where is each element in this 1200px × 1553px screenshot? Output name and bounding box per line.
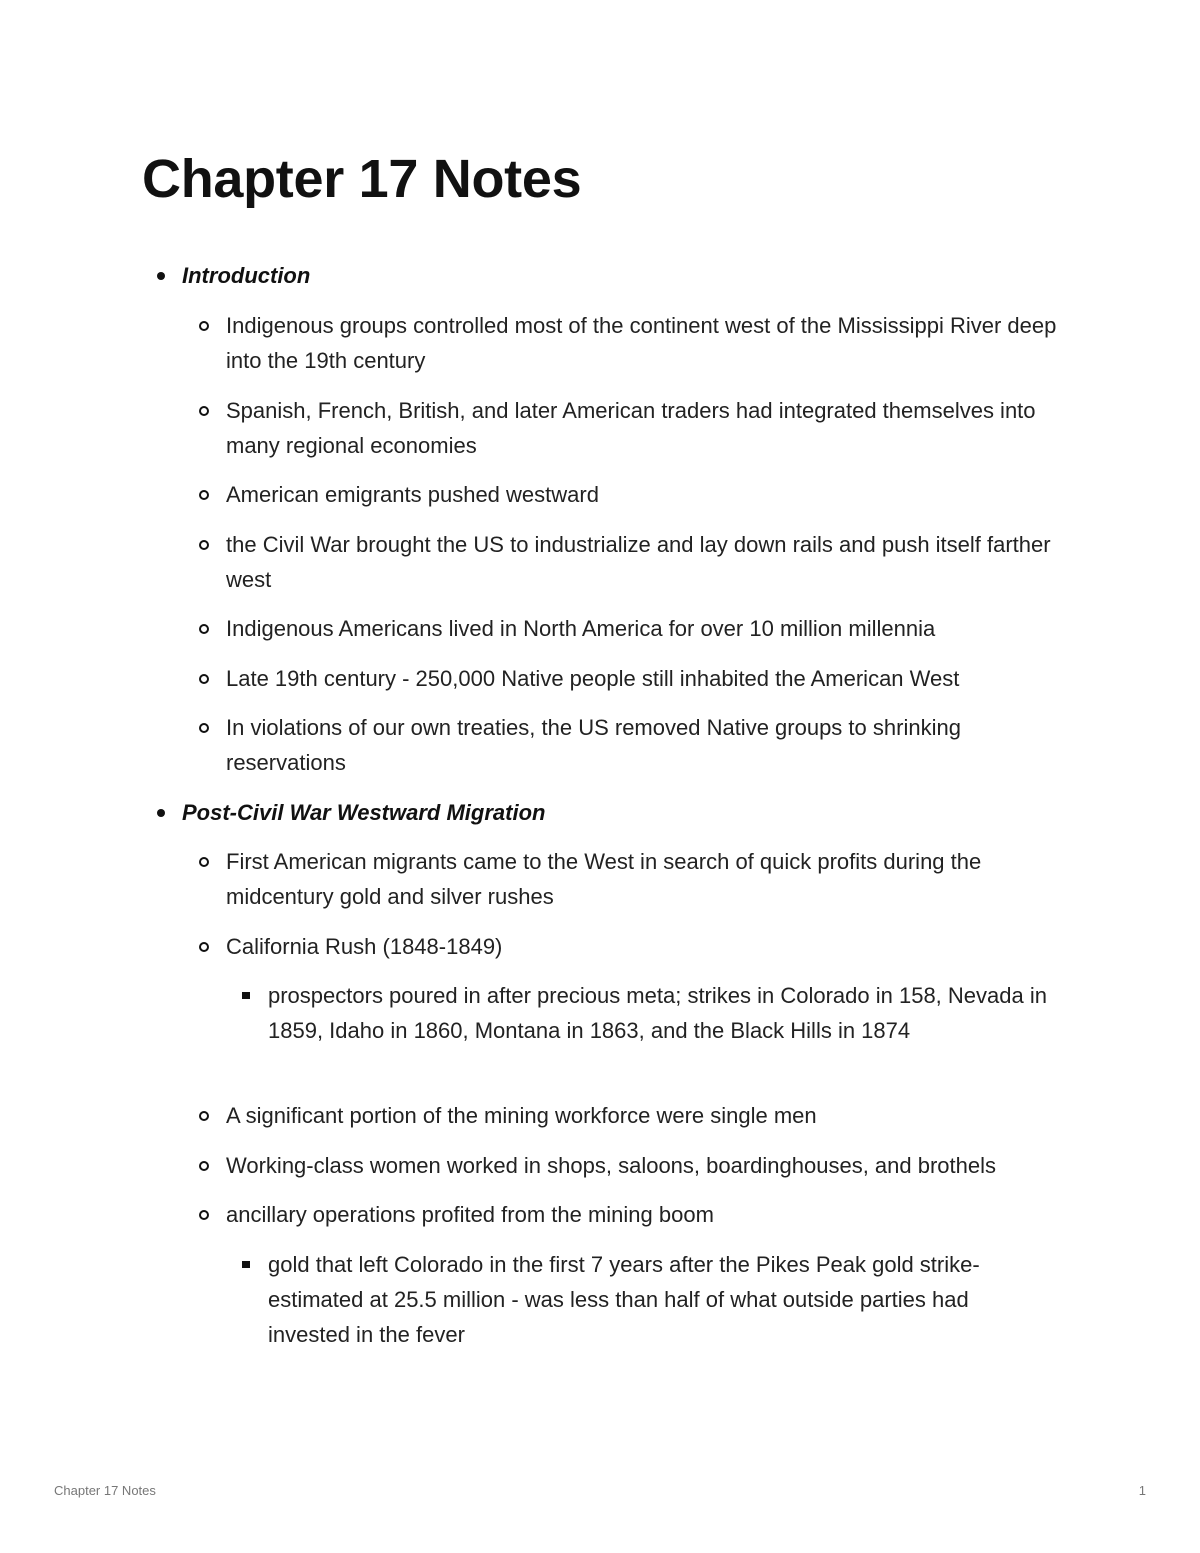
list-item bbox=[226, 611, 1066, 646]
list-item-text: A significant portion of the mining workforce were single men bbox=[226, 1103, 817, 1128]
list-item bbox=[226, 477, 1066, 512]
circle-bullet-icon bbox=[199, 540, 209, 550]
list-item bbox=[226, 844, 1066, 914]
section-heading-text: Post-Civil War Westward Migration bbox=[182, 800, 546, 825]
page-number: 1 bbox=[1138, 1483, 1146, 1498]
circle-bullet-icon bbox=[199, 723, 209, 733]
circle-bullet-icon bbox=[199, 624, 209, 634]
list-item bbox=[226, 710, 1066, 780]
square-bullet-icon bbox=[242, 992, 250, 999]
list-item-text: Indigenous groups controlled most of the continent west of the Mississippi River deep into the 19th century bbox=[226, 313, 1057, 373]
list-item bbox=[226, 1197, 1066, 1232]
disc-bullet-icon bbox=[157, 809, 165, 817]
circle-bullet-icon bbox=[199, 406, 209, 416]
sub-list-item-text: prospectors poured in after precious meta; strikes in Colorado in 158, Nevada in 1859, Idaho in 1860, Montana in 1863, and the Black Hills in 1874 bbox=[268, 983, 1047, 1043]
disc-bullet-icon bbox=[157, 272, 165, 280]
sub-list-item bbox=[268, 978, 1048, 1048]
list-item-text: ancillary operations profited from the mining boom bbox=[226, 1202, 714, 1227]
sub-list-item-text: gold that left Colorado in the first 7 years after the Pikes Peak gold strike- estimated at 25.5 million - was less than half of what outside parties had invested in the fever bbox=[268, 1252, 980, 1347]
list-item-text: Spanish, French, British, and later American traders had integrated themselves into many regional economies bbox=[226, 398, 1036, 458]
list-item bbox=[226, 527, 1066, 597]
circle-bullet-icon bbox=[199, 321, 209, 331]
circle-bullet-icon bbox=[199, 1111, 209, 1121]
list-item-text: Indigenous Americans lived in North America for over 10 million millennia bbox=[226, 616, 936, 641]
list-item bbox=[226, 393, 1066, 463]
list-item bbox=[226, 661, 1066, 696]
list-item-text: California Rush (1848-1849) bbox=[226, 934, 503, 959]
circle-bullet-icon bbox=[199, 674, 209, 684]
list-item bbox=[226, 308, 1066, 378]
list-item bbox=[226, 1148, 1066, 1183]
list-item-text: Working-class women worked in shops, saloons, boardinghouses, and brothels bbox=[226, 1153, 997, 1178]
section-heading-westward-migration bbox=[182, 795, 1062, 830]
section-heading-introduction bbox=[182, 258, 1062, 293]
square-bullet-icon bbox=[242, 1261, 250, 1268]
section-heading-text: Introduction bbox=[182, 263, 311, 288]
list-item-text: First American migrants came to the West in search of quick profits during the midcentury gold and silver rushes bbox=[226, 849, 982, 909]
list-item-text: American emigrants pushed westward bbox=[226, 482, 599, 507]
list-item bbox=[226, 1098, 1066, 1133]
list-item bbox=[226, 929, 1066, 964]
circle-bullet-icon bbox=[199, 1210, 209, 1220]
list-item-text: Late 19th century - 250,000 Native people still inhabited the American West bbox=[226, 666, 960, 691]
footer-title: Chapter 17 Notes bbox=[54, 1483, 156, 1498]
list-item-text: In violations of our own treaties, the US removed Native groups to shrinking reservations bbox=[226, 715, 961, 775]
list-item-text: the Civil War brought the US to industrialize and lay down rails and push itself farther west bbox=[226, 532, 1051, 592]
circle-bullet-icon bbox=[199, 942, 209, 952]
circle-bullet-icon bbox=[199, 490, 209, 500]
circle-bullet-icon bbox=[199, 857, 209, 867]
page-title: Chapter 17 Notes bbox=[142, 149, 582, 209]
circle-bullet-icon bbox=[199, 1161, 209, 1171]
sub-list-item bbox=[268, 1247, 1048, 1352]
